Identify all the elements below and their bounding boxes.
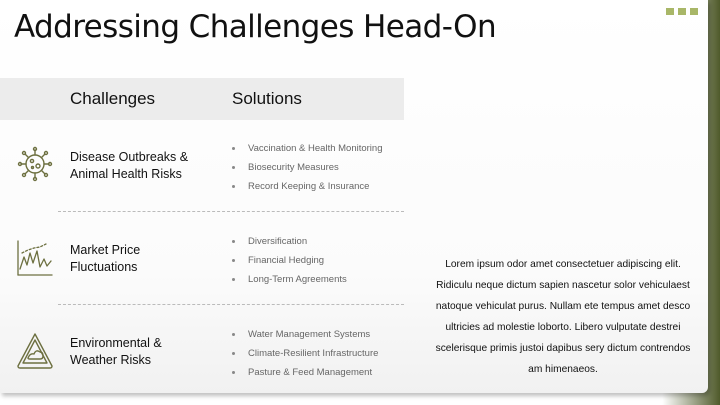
list-item: Pasture & Feed Management bbox=[232, 363, 378, 382]
list-item: Biosecurity Measures bbox=[232, 158, 382, 177]
list-item: Long-Term Agreements bbox=[232, 270, 347, 289]
challenge-disease-line2: Animal Health Risks bbox=[70, 167, 182, 181]
page-title: Addressing Challenges Head-On bbox=[14, 9, 496, 45]
list-item: Diversification bbox=[232, 232, 347, 251]
market-chart-icon bbox=[16, 239, 54, 277]
challenge-environment-line2: Weather Risks bbox=[70, 353, 152, 367]
row-divider-2 bbox=[58, 304, 404, 305]
challenge-market-line2: Fluctuations bbox=[70, 260, 138, 274]
dot-3 bbox=[690, 8, 698, 15]
challenge-market-line1: Market Price bbox=[70, 243, 141, 257]
challenge-disease-line1: Disease Outbreaks & bbox=[70, 150, 189, 164]
list-item: Record Keeping & Insurance bbox=[232, 177, 382, 196]
row-divider-1 bbox=[58, 211, 404, 212]
list-item: Financial Hedging bbox=[232, 251, 347, 270]
challenge-label-disease bbox=[70, 149, 220, 183]
dot-1 bbox=[666, 8, 674, 15]
solutions-list-disease bbox=[232, 139, 382, 196]
solutions-list-market bbox=[232, 232, 347, 289]
body-paragraph: Lorem ipsum odor amet consectetuer adipiscing elit. Ridiculu neque dictum sapien nascetur solor vehiculaest natoque vehiculat purus. Nullam ete tempus amet desco ultricies ad molestie loborto. Libero vulputate destrei scelerisque primis justoi dapibus sery dictum contrendos am himenaeos. bbox=[435, 259, 691, 375]
header-solutions: Solutions bbox=[232, 89, 302, 108]
header-challenges: Challenges bbox=[70, 89, 156, 108]
table-header-bar bbox=[0, 78, 404, 120]
challenge-label-environment bbox=[70, 335, 220, 369]
list-item: Vaccination & Health Monitoring bbox=[232, 139, 382, 158]
list-item: Climate-Resilient Infrastructure bbox=[232, 344, 378, 363]
list-item: Water Management Systems bbox=[232, 325, 378, 344]
solutions-list-environment bbox=[232, 325, 378, 382]
challenge-environment-line1: Environmental & bbox=[70, 336, 162, 350]
dot-2 bbox=[678, 8, 686, 15]
weather-warning-icon bbox=[16, 332, 54, 370]
decorative-dots bbox=[666, 8, 698, 15]
virus-icon bbox=[16, 145, 54, 183]
challenge-label-market bbox=[70, 242, 220, 276]
